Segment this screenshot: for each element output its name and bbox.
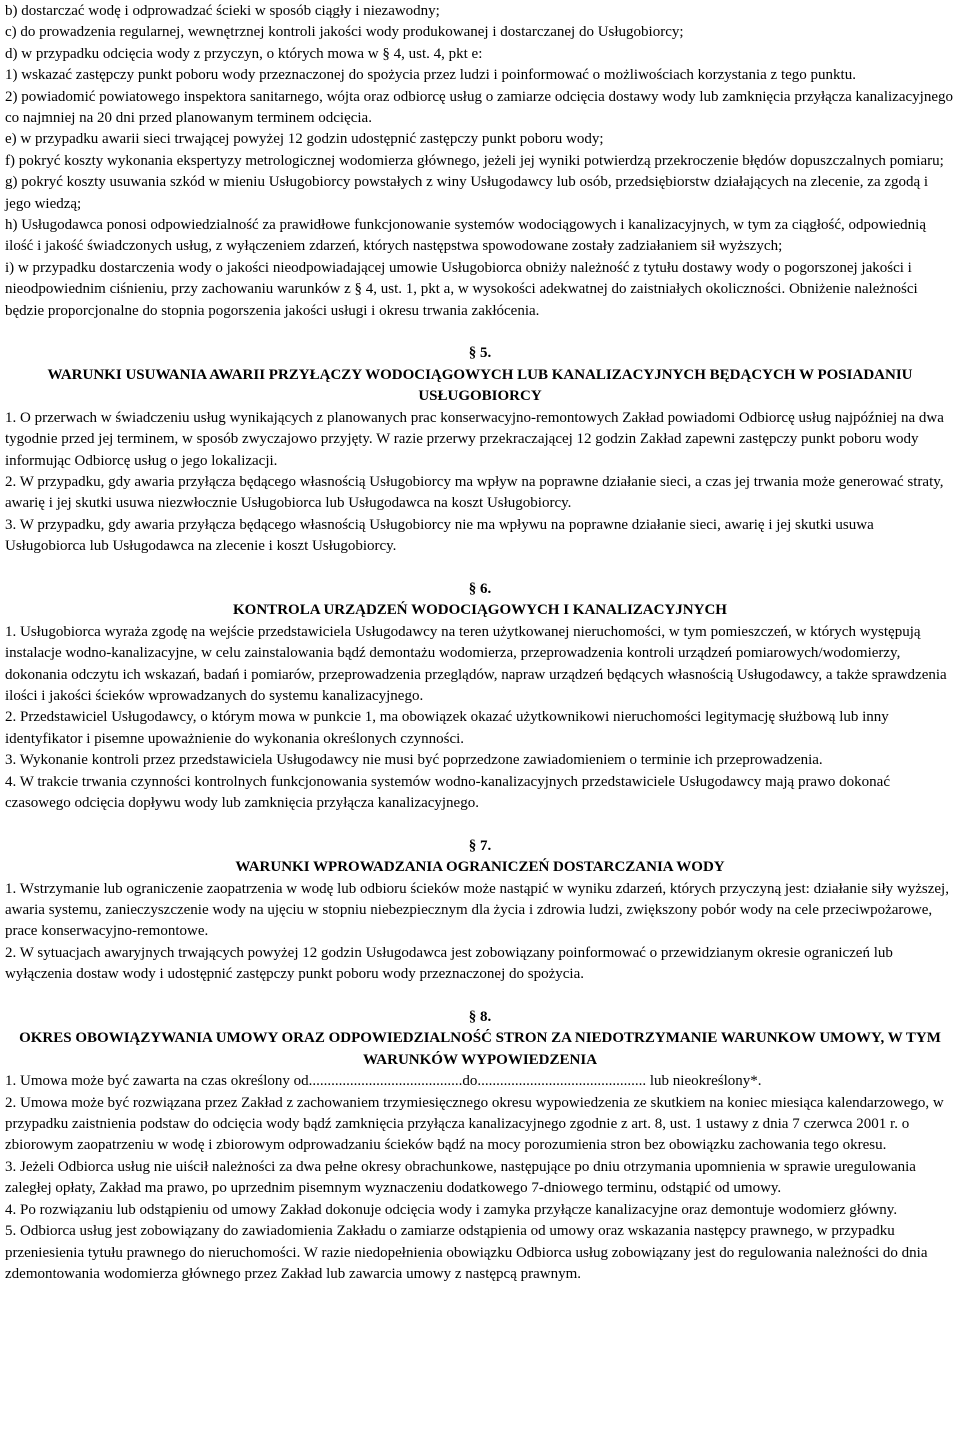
section-paragraph: 2. Przedstawiciel Usługodawcy, o którym mowa w punkcie 1, ma obowiązek okazać użytkownikowi nieruchomości legitymację służbową lub inny identyfikator i pisemne upoważnienie do wykonania określonych czynności.	[5, 709, 889, 747]
intro-line-c: c) do prowadzenia regularnej, wewnętrznej kontroli jakości wody produkowanej i dostarczanej do Usługobiorcy;	[5, 24, 684, 41]
section-paragraph: 3. Wykonanie kontroli przez przedstawiciela Usługodawcy nie musi być poprzedzone zawiadomieniem o terminie ich przeprowadzenia.	[5, 752, 823, 769]
section-number: § 6.	[468, 580, 492, 597]
spacer	[5, 814, 955, 835]
section-number: § 7.	[468, 837, 492, 854]
intro-line-d2: 2) powiadomić powiatowego inspektora sanitarnego, wójta oraz odbiorcę usług o zamiarze odcięcia dostawy wody lub zamknięcia przyłącza kanalizacyjnego co najmniej na 20 dni przed planowanym terminem odcięcia.	[5, 88, 953, 127]
intro-line-g: g) pokryć koszty usuwania szkód w mieniu Usługobiorcy powstałych z winy Usługodawcy lub osób, przedsiębiorstw działających na zlecenie, za zgodą i jego wiedzą;	[5, 174, 929, 212]
section-paragraph: 1. Wstrzymanie lub ograniczenie zaopatrzenia w wodę lub odbioru ścieków może nastąpić w wyniku zdarzeń, których przyczyną jest: działanie siły wyższej, awaria systemu, zanieczyszczenie wody na ujęciu w stopniu niebezpiecznym dla życia i zdrowia ludzi, zwiększony pobór wody na cele przeciwpożarowe, prace konserwacyjno-remontowe.	[5, 880, 949, 940]
intro-line-d1: 1) wskazać zastępczy punkt poboru wody przeznaczonej do spożycia przez ludzi i poinformować o możliwościach korzystania z tego punktu.	[5, 67, 856, 84]
section-5	[5, 343, 955, 557]
section-paragraph: 1. Usługobiorca wyraża zgodę na wejście przedstawiciela Usługodawcy na teren użytkowanej nieruchomości, w tym pomieszczeń, w których występują instalacje wodno-kanalizacyjne, w celu zainstalowania bądź demontażu wodomierza, przeprowadzenia kontroli urządzeń pomiarowych/wodomierzy, dokonania odczytu ich wskazań, badań i pomiarów, przeprowadzenia przeglądów, napraw urządzeń będących własnością Usługodawcy, a także sprawdzenia ilości i jakości ścieków wprowadzanych do systemu kanalizacyjnego.	[5, 623, 947, 704]
section-8	[5, 1007, 955, 1285]
intro-line-f: f) pokryć koszty wykonania ekspertyzy metrologicznej wodomierza głównego, jeżeli jej wyniki potwierdzą przekroczenie błędów dopuszczalnych pomiaru;	[5, 152, 944, 169]
section-title: OKRES OBOWIĄZYWANIA UMOWY ORAZ ODPOWIEDZIALNOŚĆ STRON ZA NIEDOTRZYMANIE WARUNKOW UMOWY, W TYM WARUNKÓW WYPOWIEDZENIA	[19, 1030, 941, 1068]
intro-block	[5, 1, 955, 322]
section-title: WARUNKI USUWANIA AWARII PRZYŁĄCZY WODOCIĄGOWYCH LUB KANALIZACYJNYCH BĘDĄCYCH W POSIADANIU USŁUGOBIORCY	[47, 366, 913, 405]
section-7	[5, 836, 955, 986]
section-paragraph: 2. Umowa może być rozwiązana przez Zakład z zachowaniem trzymiesięcznego okresu wypowiedzenia ze skutkiem na koniec miesiąca kalendarzowego, w przypadku zaistnienia podstaw do odcięcia wody bądź zamknięcia przyłącza kanalizacyjnego zgodnie z art. 8, ust. 1 ustawy z dnia 7 czerwca 2001 r. o zbiorowym zaopatrzeniu w wodę i zbiorowym odprowadzaniu ścieków bądź na mocy porozumienia stron bez obowiązku zachowania tego okresu.	[5, 1094, 944, 1154]
spacer	[5, 322, 955, 343]
spacer	[5, 986, 955, 1007]
intro-line-h: h) Usługodawca ponosi odpowiedzialność za prawidłowe funkcjonowanie systemów wodociągowych i kanalizacyjnych, w tym za ciągłość, odpowiednią ilość i jakość świadczonych usług, z wyłączeniem zdarzeń, których następstwa spowodowane zostały zadziałaniem sił wyższych;	[5, 217, 926, 255]
section-6	[5, 579, 955, 814]
intro-line-i: i) w przypadku dostarczenia wody o jakości nieodpowiadającej umowie Usługobiorca obniży należność z tytułu dostawy wody o pogorszonej jakości i nieodpowiednim ciśnieniu, przy zachowaniu warunków z § 4, ust. 1, pkt a, w wysokości adekwatnej do zaistniałych okoliczności. Obniżenie należności będzie proporcjonalne do stopnia pogorszenia jakości usługi i okresu trwania zakłócenia.	[5, 259, 918, 319]
section-paragraph: 5. Odbiorca usług jest zobowiązany do zawiadomienia Zakładu o zamiarze odstąpienia od umowy oraz wskazania następcy prawnego, w przypadku przeniesienia tytułu prawnego do nieruchomości. W razie niedopełnienia obowiązku Odbiorca usług zobowiązany jest do regulowania należności do dnia zdemontowania wodomierza głównego przez Zakład lub zawarcia umowy z następcą prawnym.	[5, 1223, 928, 1282]
section-paragraph: 2. W przypadku, gdy awaria przyłącza będącego własnością Usługobiorcy ma wpływ na poprawne działanie sieci, a czas jej trwania może generować straty, awarię i jej skutki usuwa niezwłocznie Usługobiorca lub Usługodawca na koszt Usługobiorcy.	[5, 473, 944, 512]
section-number: § 8.	[468, 1009, 492, 1026]
spacer	[5, 558, 955, 579]
section-paragraph: 4. Po rozwiązaniu lub odstąpieniu od umowy Zakład dokonuje odcięcia wody i zamyka przyłącze kanalizacyjne oraz demontuje wodomierz główny.	[5, 1201, 898, 1218]
section-paragraph: 3. Jeżeli Odbiorca usług nie uiścił należności za dwa pełne okresy obrachunkowe, następujące po dniu otrzymania upomnienia w sprawie uregulowania zaległej opłaty, Zakład ma prawo, po uprzednim pisemnym wyznaczeniu dodatkowego 7-dniowego terminu, odstąpić od umowy.	[5, 1158, 916, 1197]
section-title: WARUNKI WPROWADZANIA OGRANICZEŃ DOSTARCZANIA WODY	[235, 859, 725, 876]
section-paragraph: 2. W sytuacjach awaryjnych trwających powyżej 12 godzin Usługodawca jest zobowiązany poinformować o przewidzianym okresie ograniczeń lub wyłączenia dostaw wody i udostępnić zastępczy punkt poboru wody przeznaczonej do spożycia.	[5, 944, 893, 983]
section-paragraph: 4. W trakcie trwania czynności kontrolnych funkcjonowania systemów wodno-kanalizacyjnych przedstawiciele Usługodawcy mają prawo dokonać czasowego odcięcia dopływu wody lub zamknięcia przyłącza kanalizacyjnego.	[5, 773, 890, 811]
intro-line-d: d) w przypadku odcięcia wody z przyczyn, o których mowa w § 4, ust. 4, pkt e:	[5, 45, 483, 62]
section-number: § 5.	[468, 345, 492, 362]
intro-line-e: e) w przypadku awarii sieci trwającej powyżej 12 godzin udostępnić zastępczy punkt poboru wody;	[5, 131, 604, 148]
intro-line-b: b) dostarczać wodę i odprowadzać ścieki w sposób ciągły i niezawodny;	[5, 3, 440, 19]
section-title: KONTROLA URZĄDZEŃ WODOCIĄGOWYCH I KANALIZACYJNYCH	[233, 602, 727, 619]
section-paragraph: 1. O przerwach w świadczeniu usług wynikających z planowanych prac konserwacyjno-remontowych Zakład powiadomi Odbiorcę usług najpóźniej na dwa tygodnie przed jej terminem, w sposób zwyczajowo przyjęty. W razie przerwy przekraczającej 12 godzin Zakład zapewni zastępczy punkt poboru wody informując Odbiorcę usług o jego lokalizacji.	[5, 409, 944, 469]
section-paragraph: 3. W przypadku, gdy awaria przyłącza będącego własnością Usługobiorcy nie ma wpływu na poprawne działanie sieci, awarię i jej skutki usuwa Usługobiorca lub Usługodawca na zlecenie i koszt Usługobiorcy.	[5, 516, 874, 555]
section-paragraph: 1. Umowa może być zawarta na czas określony od.........................................do............................................. lub nieokreślony*.	[5, 1073, 762, 1090]
